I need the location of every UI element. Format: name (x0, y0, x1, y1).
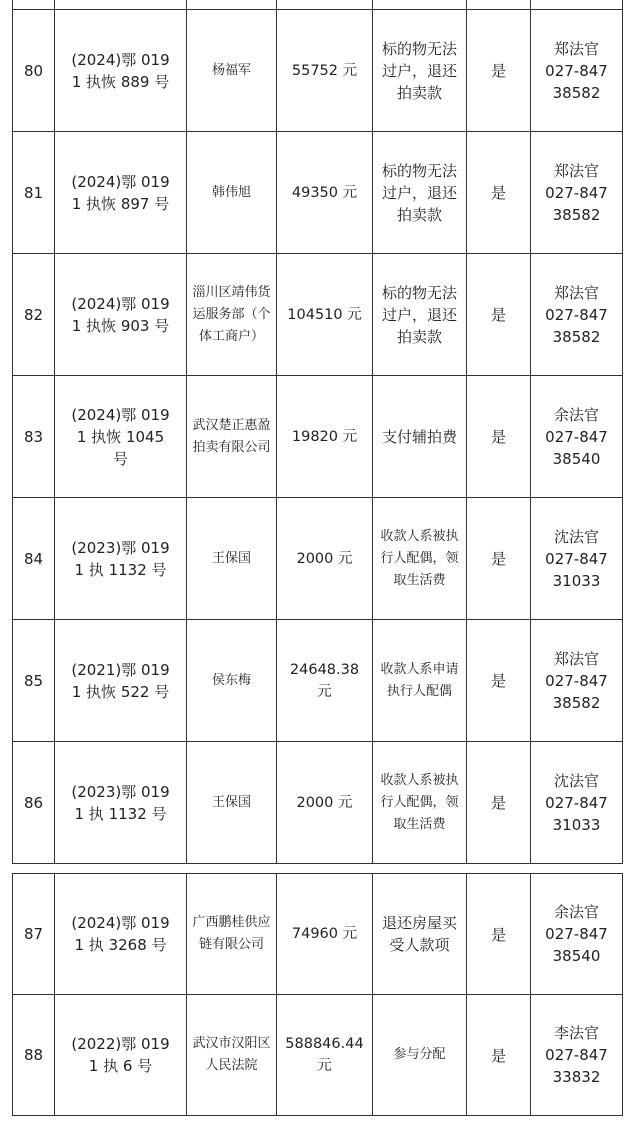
amount: 49350 元 (277, 132, 373, 254)
row-number: 85 (13, 620, 55, 742)
case-number: (2024)鄂 0191 执恢 897 号 (55, 132, 187, 254)
reason: 收款人系被执行人配偶，领取生活费 (373, 498, 467, 620)
row-number: 86 (13, 742, 55, 864)
payee: 侯东梅 (187, 620, 277, 742)
contact (531, 498, 623, 620)
confirmed: 是 (467, 995, 531, 1116)
row-number: 88 (13, 995, 55, 1116)
reason: 标的物无法过户，退还拍卖款 (373, 254, 467, 376)
case-number: (2024)鄂 0191 执恢 889 号 (55, 10, 187, 132)
row-number: 84 (13, 498, 55, 620)
case-number: (2023)鄂 0191 执 1132 号 (55, 742, 187, 864)
amount: 19820 元 (277, 376, 373, 498)
confirmed: 是 (467, 10, 531, 132)
row-number: 81 (13, 132, 55, 254)
contact (531, 10, 623, 132)
row-number: 82 (13, 254, 55, 376)
table-row (13, 254, 623, 376)
contact (531, 620, 623, 742)
contact (531, 132, 623, 254)
contact (531, 874, 623, 995)
table-row (13, 10, 623, 132)
table-row (13, 498, 623, 620)
confirmed: 是 (467, 874, 531, 995)
payee: 武汉市汉阳区人民法院 (187, 995, 277, 1116)
reason: 标的物无法过户，退还拍卖款 (373, 10, 467, 132)
amount: 55752 元 (277, 10, 373, 132)
confirmed: 是 (467, 742, 531, 864)
judge-phone: 027-84738582 (545, 61, 608, 102)
amount: 74960 元 (277, 874, 373, 995)
table-row (13, 742, 623, 864)
judge-name: 余法官 (553, 405, 599, 424)
judge-phone: 027-84733832 (545, 1046, 608, 1086)
amount: 104510 元 (277, 254, 373, 376)
reason: 参与分配 (373, 995, 467, 1116)
payee: 王保国 (187, 742, 277, 864)
judge-phone: 027-84738540 (545, 427, 608, 468)
judge-name: 沈法官 (553, 527, 599, 546)
judge-name: 沈法官 (553, 771, 599, 790)
case-number: (2024)鄂 0191 执恢 1045 号 (55, 376, 187, 498)
amount: 24648.38 元 (277, 620, 373, 742)
judge-name: 郑法官 (553, 283, 599, 302)
case-number: (2024)鄂 0191 执恢 903 号 (55, 254, 187, 376)
judge-phone: 027-84731033 (545, 549, 608, 590)
case-number: (2023)鄂 0191 执 1132 号 (55, 498, 187, 620)
judge-phone: 027-84738582 (545, 183, 608, 224)
reason: 支付辅拍费 (373, 376, 467, 498)
contact (531, 742, 623, 864)
table-row (13, 874, 623, 995)
case-table-part1 (12, 0, 623, 864)
confirmed: 是 (467, 620, 531, 742)
case-number: (2024)鄂 0191 执 3268 号 (55, 874, 187, 995)
payee: 王保国 (187, 498, 277, 620)
reason: 收款人系申请执行人配偶 (373, 620, 467, 742)
judge-name: 李法官 (553, 1024, 599, 1042)
table-row (13, 620, 623, 742)
reason: 收款人系被执行人配偶，领取生活费 (373, 742, 467, 864)
row-number: 83 (13, 376, 55, 498)
table-row (13, 376, 623, 498)
judge-name: 郑法官 (553, 161, 599, 180)
judge-phone: 027-84731033 (545, 793, 608, 834)
case-number: (2022)鄂 0191 执 6 号 (55, 995, 187, 1116)
payee: 广西鹏桂供应链有限公司 (187, 874, 277, 995)
payee: 韩伟旭 (187, 132, 277, 254)
amount: 2000 元 (277, 742, 373, 864)
payee: 淄川区靖伟货运服务部（个体工商户） (187, 254, 277, 376)
contact (531, 376, 623, 498)
judge-name: 郑法官 (553, 39, 599, 58)
case-number: (2021)鄂 0191 执恢 522 号 (55, 620, 187, 742)
judge-phone: 027-84738582 (545, 671, 608, 712)
amount: 588846.44 元 (277, 995, 373, 1116)
table-top-cap (13, 0, 623, 10)
judge-phone: 027-84738582 (545, 305, 608, 346)
payee: 杨福军 (187, 10, 277, 132)
table-row (13, 132, 623, 254)
confirmed: 是 (467, 376, 531, 498)
case-table-part2 (12, 873, 623, 1116)
judge-name: 郑法官 (553, 649, 599, 668)
contact (531, 995, 623, 1116)
row-number: 80 (13, 10, 55, 132)
confirmed: 是 (467, 254, 531, 376)
table-row (13, 995, 623, 1116)
contact (531, 254, 623, 376)
confirmed: 是 (467, 132, 531, 254)
confirmed: 是 (467, 498, 531, 620)
reason: 退还房屋买受人款项 (373, 874, 467, 995)
payee: 武汉楚正惠盈拍卖有限公司 (187, 376, 277, 498)
amount: 2000 元 (277, 498, 373, 620)
judge-name: 余法官 (553, 903, 599, 921)
reason: 标的物无法过户，退还拍卖款 (373, 132, 467, 254)
judge-phone: 027-84738540 (545, 925, 608, 965)
row-number: 87 (13, 874, 55, 995)
